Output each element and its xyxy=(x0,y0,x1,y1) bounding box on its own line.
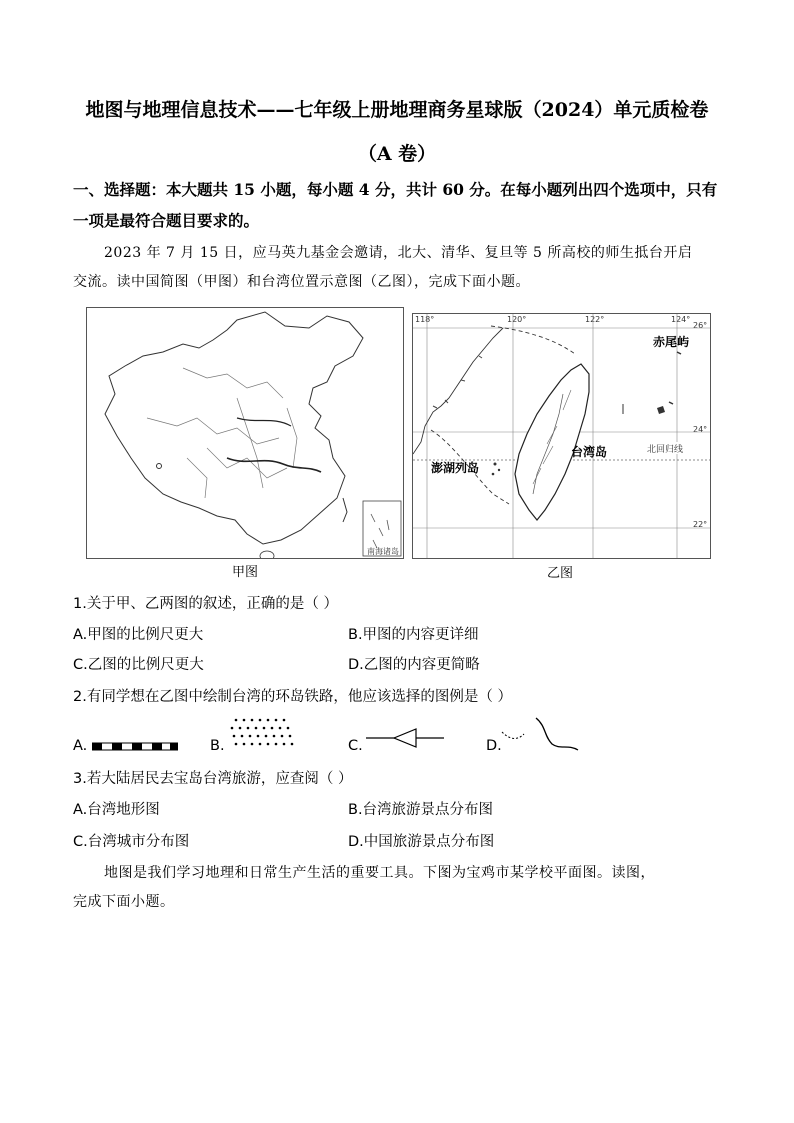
lat-24: 24° xyxy=(693,425,708,434)
q2-stem: 2.有同学想在乙图中绘制台湾的环岛铁路，他应该选择的图例是（ ） xyxy=(73,689,512,705)
q2-option-a[interactable]: A. xyxy=(73,738,88,754)
label-penghu: 澎湖列岛 xyxy=(431,461,480,475)
q1-option-a[interactable]: A.甲图的比例尺更大 xyxy=(73,627,204,643)
legend-dots-symbol xyxy=(228,716,298,754)
q3-option-c[interactable]: C.台湾城市分布图 xyxy=(73,834,190,850)
q3-stem: 3.若大陆居民去宝岛台湾旅游，应查阅（ ） xyxy=(73,771,353,787)
q2-option-b[interactable]: B. xyxy=(210,738,225,754)
passage1-line2: 交流。读中国简图（甲图）和台湾位置示意图（乙图），完成下面小题。 xyxy=(73,274,530,290)
page-title: 地图与地理信息技术——七年级上册地理商务星球版（2024）单元质检卷 xyxy=(85,99,709,121)
map-taiwan xyxy=(412,313,711,559)
q3-option-a[interactable]: A.台湾地形图 xyxy=(73,802,160,818)
lon-120: 120° xyxy=(507,315,527,324)
legend-arrow-symbol xyxy=(366,726,446,754)
map-china xyxy=(86,307,404,559)
q3-option-b[interactable]: B.台湾旅游景点分布图 xyxy=(348,802,494,818)
lon-124: 124° xyxy=(671,315,691,324)
lon-122: 122° xyxy=(585,315,605,324)
map-b-caption: 乙图 xyxy=(547,566,574,581)
q2-option-d[interactable]: D. xyxy=(486,738,502,754)
taiwan-map-drawing xyxy=(413,314,710,558)
page-subtitle: （A 卷） xyxy=(357,143,437,165)
passage1-line1: 2023 年 7 月 15 日，应马英九基金会邀请，北大、清华、复旦等 5 所高校的师生抵台开启 xyxy=(104,245,693,261)
label-taiwan: 台湾岛 xyxy=(571,445,608,459)
legend-river-symbol xyxy=(500,716,580,756)
q3-option-d[interactable]: D.中国旅游景点分布图 xyxy=(348,834,495,850)
label-tropic: 北回归线 xyxy=(647,445,684,455)
legend-railway-symbol xyxy=(92,737,178,756)
lon-118: 118° xyxy=(415,315,435,324)
q1-option-d[interactable]: D.乙图的内容更简略 xyxy=(348,657,480,673)
china-map-drawing xyxy=(87,308,403,558)
lat-22: 22° xyxy=(693,520,708,529)
lat-26: 26° xyxy=(693,321,708,330)
q1-stem: 1.关于甲、乙两图的叙述，正确的是（ ） xyxy=(73,596,338,612)
q2-option-c[interactable]: C. xyxy=(348,738,363,754)
passage2-line2: 完成下面小题。 xyxy=(73,894,175,910)
inset-label: 南海诸岛 xyxy=(367,547,399,556)
map-a-caption: 甲图 xyxy=(232,565,259,580)
passage2-line1: 地图是我们学习地理和日常生产生活的重要工具。下图为宝鸡市某学校平面图。读图， xyxy=(104,865,655,881)
q1-option-b[interactable]: B.甲图的内容更详细 xyxy=(348,627,479,643)
label-chiwei: 赤尾屿 xyxy=(653,335,690,349)
section-heading-line1: 一、选择题：本大题共 15 小题，每小题 4 分，共计 60 分。在每小题列出四个选项中，只有 xyxy=(73,180,718,199)
q1-option-c[interactable]: C.乙图的比例尺更大 xyxy=(73,657,204,673)
section-heading-line2: 一项是最符合题目要求的。 xyxy=(73,211,260,230)
